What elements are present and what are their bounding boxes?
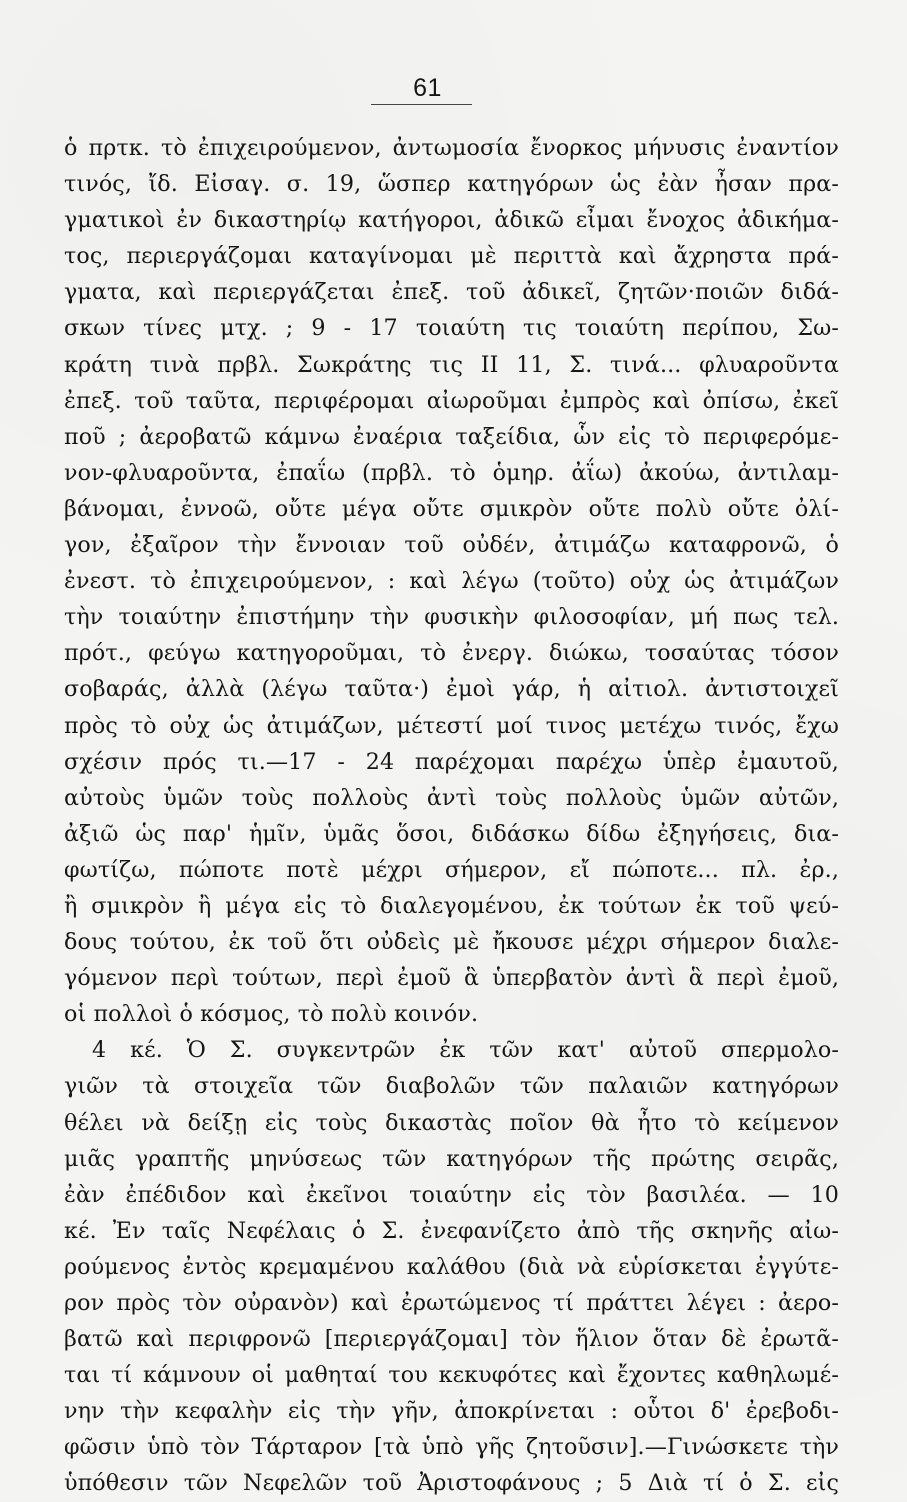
text-line: 4 κέ. Ὁ Σ. συγκεντρῶν ἐκ τῶν κατ' αὐτοῦ σπερμολο- [92, 1037, 839, 1064]
text-line: τὴν τοιαύτην ἐπιστήμην τὴν φυσικὴν φιλοσοφίαν, μή πως τελ. [64, 604, 839, 631]
text-line: ρούμενος ἐντὸς κρεμαμένου καλάθου (διὰ νὰ εὑρίσκεται ἐγγύτε- [64, 1253, 839, 1280]
text-line: οἱ πολλοὶ ὁ κόσμος, τὸ πολὺ κοινόν. [64, 1001, 479, 1028]
text-line: φωτίζω, πώποτε ποτὲ μέχρι σήμερον, εἴ πώποτε... πλ. ἐρ., [64, 856, 839, 883]
text-line: σοβαράς, ἀλλὰ (λέγω ταῦτα·) ἐμοὶ γάρ, ἡ αἰτιολ. ἀντιστοιχεῖ [64, 676, 839, 703]
text-line: πρὸς τὸ οὐχ ὡς ἀτιμάζων, μέτεστί μοί τινος μετέχω τινός, ἔχω [64, 712, 839, 739]
text-line: νον-φλυαροῦντα, ἐπαΐω (πρβλ. τὸ ὁμηρ. ἀΐω) ἀκούω, ἀντιλαμ- [64, 459, 839, 486]
text-line: πρότ., φεύγω κατηγοροῦμαι, τὸ ἐνεργ. διώκω, τοσαύτας τόσον [64, 640, 839, 667]
text-line: ποῦ ; ἀεροβατῶ κάμνω ἐναέρια ταξείδια, ὧν εἰς τὸ περιφερόμε- [64, 423, 839, 450]
text-line: αὐτοὺς ὑμῶν τοὺς πολλοὺς ἀντὶ τοὺς πολλοὺς ὑμῶν αὐτῶν, [64, 784, 839, 811]
text-line: βατῶ καὶ περιφρονῶ [περιεργάζομαι] τὸν ἥλιον ὅταν δὲ ἐρωτᾶ- [64, 1326, 839, 1353]
text-line: ἀξιῶ ὡς παρ' ἡμῖν, ὑμᾶς ὅσοι, διδάσκω δίδω ἐξηγήσεις, δια- [64, 820, 839, 847]
text-line: τινός, ἴδ. Εἰσαγ. σ. 19, ὥσπερ κατηγόρων ὡς ἐὰν ἦσαν πρα- [64, 171, 839, 198]
text-line: ἢ σμικρὸν ἢ μέγα εἰς τὸ διαλεγομένου, ἐκ τούτων ἐκ τοῦ ψεύ- [64, 892, 839, 919]
page-number: 61 [413, 74, 442, 102]
text-line: βάνομαι, ἐννοῶ, οὔτε μέγα οὔτε σμικρὸν οὔτε πολὺ οὔτε ὀλί- [64, 495, 839, 522]
text-line: μιᾶς γραπτῆς μηνύσεως τῶν κατηγόρων τῆς πρώτης σειρᾶς, [64, 1145, 839, 1172]
text-line: γματα, καὶ περιεργάζεται ἐπεξ. τοῦ ἀδικεῖ, ζητῶν·ποιῶν διδά- [64, 279, 839, 306]
text-line: τος, περιεργάζομαι καταγίνομαι μὲ περιττὰ καὶ ἄχρηστα πρά- [64, 243, 839, 270]
text-line: ρον πρὸς τὸν οὐρανὸν) καὶ ἐρωτώμενος τί πράττει λέγει : ἀερο- [64, 1290, 839, 1316]
commentary-text-block [64, 130, 839, 1502]
text-line: θέλει νὰ δείξῃ εἰς τοὺς δικαστὰς ποῖον θὰ ἦτο τὸ κείμενον [64, 1109, 839, 1136]
text-line: γον, ἐξαῖρον τὴν ἔννοιαν τοῦ οὐδέν, ἀτιμάζω καταφρονῶ, ὁ [64, 532, 839, 559]
text-line: ὑπόθεσιν τῶν Νεφελῶν τοῦ Ἀριστοφάνους ; 5 Διὰ τί ὁ Σ. εἰς [64, 1470, 839, 1497]
text-line: γματικοὶ ἐν δικαστηρίῳ κατήγοροι, ἀδικῶ εἶμαι ἔνοχος ἀδικήμα- [64, 207, 839, 234]
text-line: ἐνεστ. τὸ ἐπιχειρούμενον, : καὶ λέγω (τοῦτο) οὐχ ὡς ἀτιμάζων [64, 568, 839, 595]
text-line: σκων τίνες μτχ. ; 9 - 17 τοιαύτη τις τοιαύτη περίπου, Σω- [64, 315, 839, 342]
text-line: κέ. Ἐν ταῖς Νεφέλαις ὁ Σ. ἐνεφανίζετο ἀπὸ τῆς σκηνῆς αἰω- [64, 1217, 839, 1244]
text-line: κράτη τινὰ πρβλ. Σωκράτης τις ΙΙ 11, Σ. τινά... φλυαροῦντα [64, 351, 839, 378]
text-line: ἐὰν ἐπέδιδον καὶ ἐκεῖνοι τοιαύτην εἰς τὸν βασιλέα. — 10 [64, 1181, 839, 1208]
text-line: γιῶν τὰ στοιχεῖα τῶν διαβολῶν τῶν παλαιῶν κατηγόρων [64, 1073, 839, 1100]
text-line: νην τὴν κεφαλὴν εἰς τὴν γῆν, ἀποκρίνεται : οὗτοι δ' ἐρεβοδι- [64, 1398, 839, 1425]
text-line: γόμενον περὶ τούτων, περὶ ἐμοῦ ἃ ὑπερβατὸν ἀντὶ ἃ περὶ ἐμοῦ, [64, 965, 839, 992]
text-line: δους τούτου, ἐκ τοῦ ὅτι οὐδεὶς μὲ ἤκουσε μέχρι σήμερον διαλε- [64, 929, 839, 956]
text-line: φῶσιν ὑπὸ τὸν Τάρταρον [τὰ ὑπὸ γῆς ζητοῦσιν].—Γινώσκετε τὴν [64, 1434, 839, 1461]
text-line: σχέσιν πρός τι.—17 - 24 παρέχομαι παρέχω ὑπὲρ ἐμαυτοῦ, [64, 748, 839, 775]
text-line: ἐπεξ. τοῦ ταῦτα, περιφέρομαι αἰωροῦμαι ἐμπρὸς καὶ ὀπίσω, ἐκεῖ [64, 387, 839, 414]
page-number-underline [371, 104, 472, 105]
text-line: ὁ πρτκ. τὸ ἐπιχειρούμενον, ἀντωμοσία ἔνορκος μήνυσις ἐναντίον [64, 135, 839, 161]
text-line: ται τί κάμνουν οἱ μαθηταί του κεκυφότες καὶ ἔχοντες καθηλωμέ- [64, 1362, 839, 1389]
